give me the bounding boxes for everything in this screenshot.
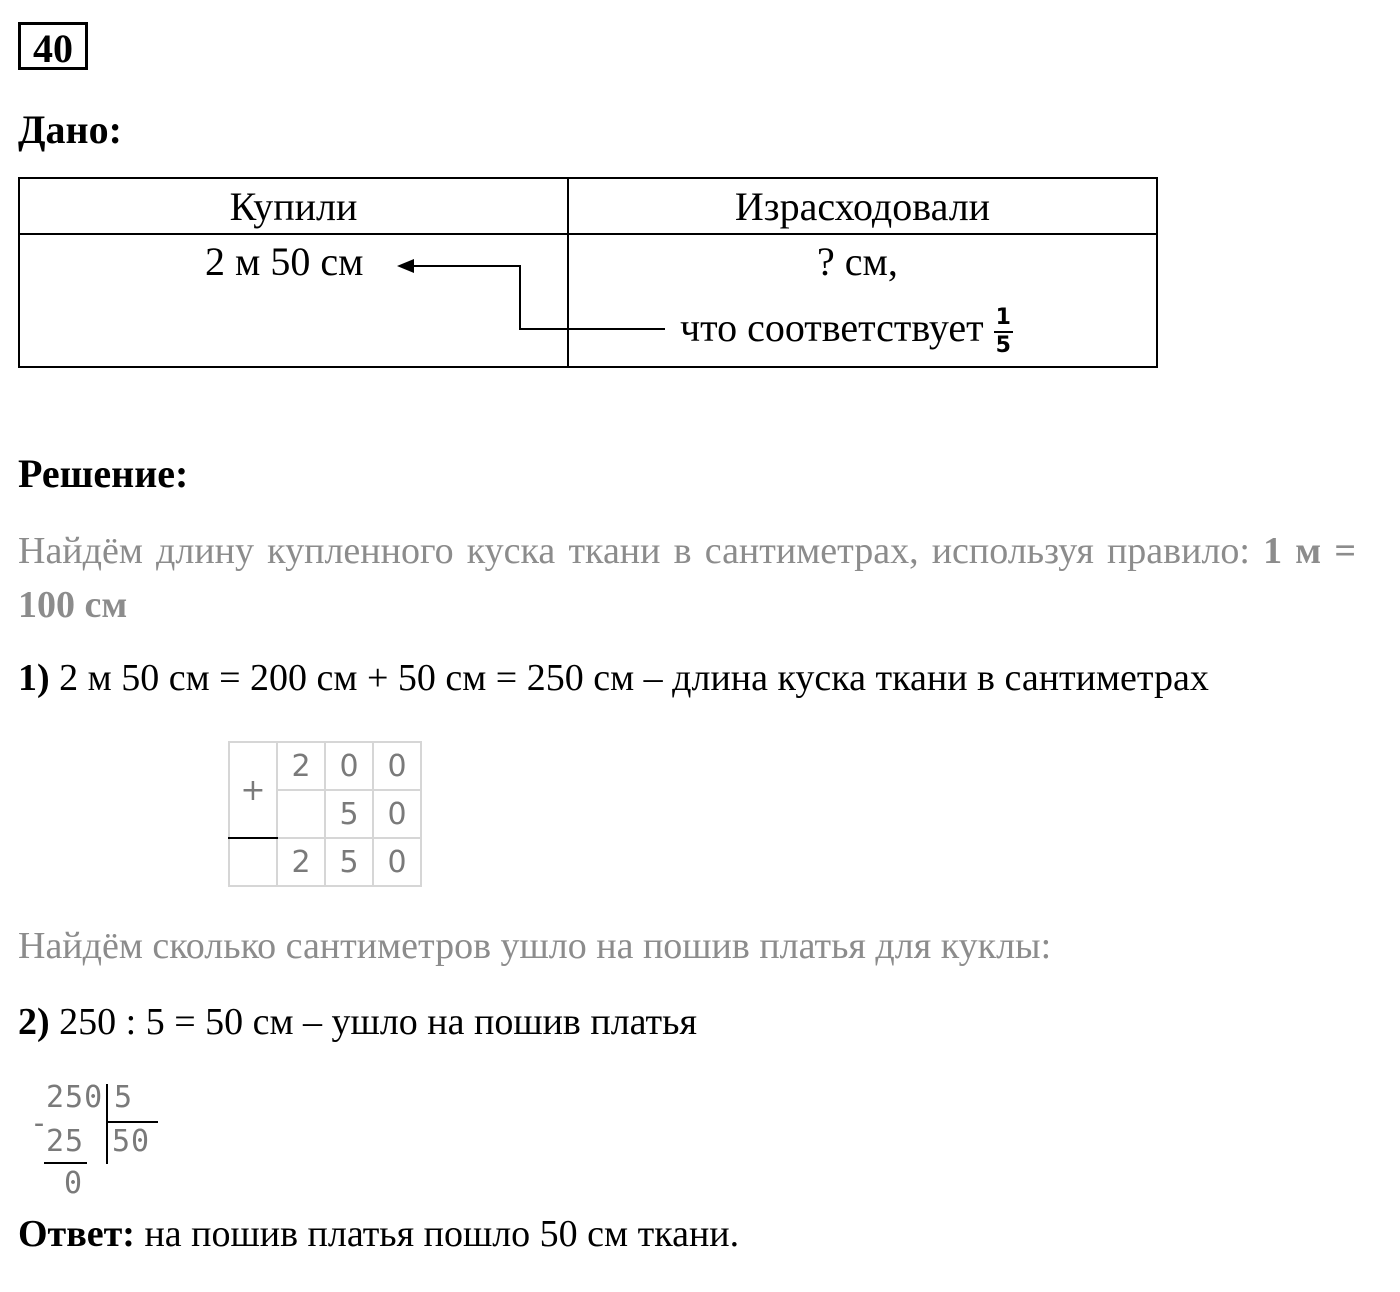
step-2 [18, 1000, 697, 1044]
fraction-numerator: 1 [994, 305, 1013, 333]
answer-line [18, 1212, 739, 1256]
step-1 [18, 656, 1209, 700]
addition-digit: 5 [325, 790, 373, 838]
solution-heading: Решение: [18, 451, 189, 496]
addition-result-digit: 0 [373, 838, 421, 886]
addition-digit: 0 [325, 742, 373, 790]
intro-text: Найдём длину купленного куска ткани в сантиметрах, используя правило: [18, 530, 1250, 572]
column-header-bought: Купили [19, 178, 568, 234]
given-heading: Дано: [18, 107, 122, 152]
used-relation-text: что соответствует [680, 305, 984, 351]
step-2-text: 250 : 5 = 50 см – ушло на пошив платья [59, 1001, 697, 1043]
intro-paragraph [18, 524, 1356, 632]
addition-column [228, 741, 422, 887]
step-1-number: 1) [18, 657, 50, 699]
addition-digit: 0 [373, 790, 421, 838]
division-quotient: 50 [112, 1124, 151, 1159]
step-2-number: 2) [18, 1001, 50, 1043]
fraction-denominator: 5 [995, 333, 1011, 358]
addition-digit: 2 [277, 742, 325, 790]
division-minus-sign: - [30, 1106, 50, 1141]
task-number: 40 [18, 22, 88, 70]
rule-text: 1 м = 100 см [18, 530, 1356, 626]
addition-empty [229, 838, 277, 886]
relation-arrow [0, 0, 1400, 420]
division-dividend: 250 [46, 1080, 104, 1115]
answer-text: на пошив платья пошло 50 см ткани. [144, 1213, 740, 1255]
intro2-text: Найдём сколько сантиметров ушло на пошив платья для куклы: [18, 925, 1052, 967]
answer-label: Ответ: [18, 1213, 135, 1255]
division-remainder: 0 [64, 1166, 84, 1201]
column-header-used: Израсходовали [568, 178, 1157, 234]
step-1-text: 2 м 50 см = 200 см + 50 см = 250 см – длина куска ткани в сантиметрах [59, 657, 1209, 699]
division-lines [0, 1070, 200, 1200]
addition-sign: + [229, 742, 277, 838]
used-value: ? см, [817, 239, 898, 284]
addition-result-digit: 2 [277, 838, 325, 886]
division-divisor: 5 [114, 1080, 134, 1115]
addition-digit: 0 [373, 742, 421, 790]
bought-value: 2 м 50 см [205, 239, 364, 284]
addition-digit [277, 790, 325, 838]
addition-result-digit: 5 [325, 838, 373, 886]
division-subtrahend: 25 [46, 1124, 85, 1159]
